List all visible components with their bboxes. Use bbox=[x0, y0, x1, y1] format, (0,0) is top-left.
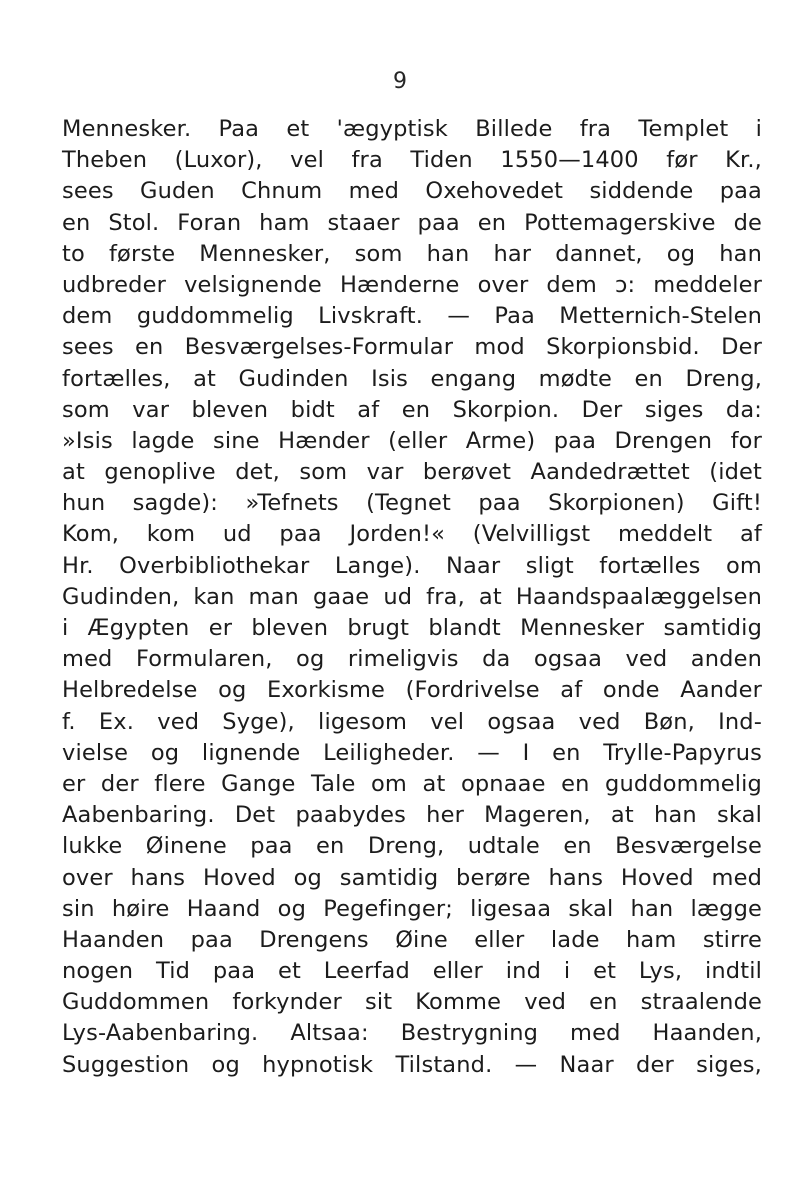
text-line: to første Mennesker, som han har dannet, og han bbox=[62, 240, 762, 267]
text-line: udbreder velsignende Hænderne over dem ɔ: meddeler bbox=[62, 271, 762, 298]
text-line: dem guddommelig Livskraft. — Paa Metternich-Stelen bbox=[62, 303, 762, 330]
text-line: Kom, kom ud paa Jorden!« (Velvilligst meddelt af bbox=[62, 521, 762, 548]
text-line: lukke Øinene paa en Dreng, udtale en Besværgelse bbox=[62, 833, 762, 860]
text-line: vielse og lignende Leiligheder. — I en Trylle-Papyrus bbox=[62, 739, 762, 766]
text-line: »Isis lagde sine Hænder (eller Arme) paa Drengen for bbox=[62, 427, 762, 454]
text-line: Gudinden, kan man gaae ud fra, at Haandspaalæggelsen bbox=[62, 583, 762, 610]
text-line: sees Guden Chnum med Oxehovedet siddende paa bbox=[62, 178, 762, 205]
text-line: Lys-Aabenbaring. Altsaa: Bestrygning med Haanden, bbox=[62, 1020, 762, 1047]
body-text bbox=[62, 114, 762, 1081]
text-line: fortælles, at Gudinden Isis engang mødte en Dreng, bbox=[62, 365, 762, 392]
text-line: Helbredelse og Exorkisme (Fordrivelse af onde Aander bbox=[62, 677, 762, 704]
text-line: Guddommen forkynder sit Komme ved en straalende bbox=[62, 989, 762, 1016]
page-number: 9 bbox=[393, 69, 407, 94]
text-line: med Formularen, og rimeligvis da ogsaa ved anden bbox=[62, 646, 762, 673]
text-line: Haanden paa Drengens Øine eller lade ham stirre bbox=[62, 926, 762, 953]
text-line: over hans Hoved og samtidig berøre hans Hoved med bbox=[62, 864, 762, 891]
text-line: nogen Tid paa et Leerfad eller ind i et Lys, indtil bbox=[62, 958, 762, 985]
text-line: en Stol. Foran ham staaer paa en Pottemagerskive de bbox=[62, 209, 762, 236]
text-line: Theben (Luxor), vel fra Tiden 1550—1400 før Kr., bbox=[62, 147, 762, 174]
text-line: sees en Besværgelses-Formular mod Skorpionsbid. Der bbox=[62, 334, 762, 361]
text-line: hun sagde): »Tefnets (Tegnet paa Skorpionen) Gift! bbox=[62, 490, 762, 517]
text-line: Mennesker. Paa et 'ægyptisk Billede fra Templet i bbox=[62, 116, 762, 142]
text-line: Aabenbaring. Det paabydes her Mageren, at han skal bbox=[62, 802, 762, 829]
text-line: at genoplive det, som var berøvet Aandedrættet (idet bbox=[62, 459, 762, 486]
text-line: er der flere Gange Tale om at opnaae en guddommelig bbox=[62, 770, 762, 797]
text-line: som var bleven bidt af en Skorpion. Der siges da: bbox=[62, 396, 762, 423]
text-line: Hr. Overbibliothekar Lange). Naar sligt fortælles om bbox=[62, 552, 762, 579]
text-line: f. Ex. ved Syge), ligesom vel ogsaa ved Bøn, Ind- bbox=[62, 708, 762, 735]
text-line: sin høire Haand og Pegefinger; ligesaa skal han lægge bbox=[62, 895, 762, 922]
text-line: Suggestion og hypnotisk Tilstand. — Naar der siges, bbox=[62, 1051, 762, 1078]
text-line: i Ægypten er bleven brugt blandt Mennesker samtidig bbox=[62, 615, 762, 641]
